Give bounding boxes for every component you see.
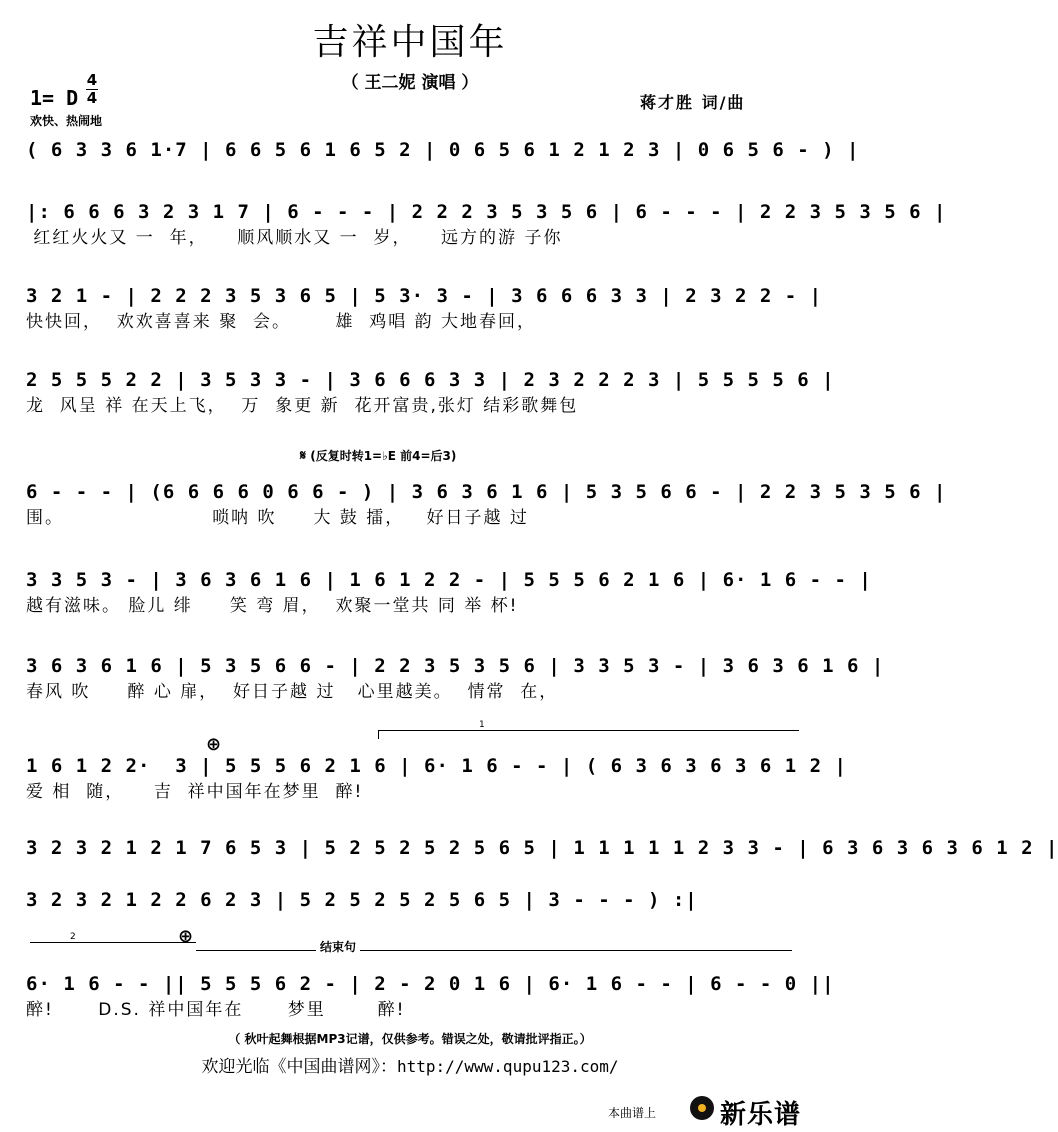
notation-line: 3 3 5 3 - | 3 6 3 6 1 6 | 1 6 1 2 2 - | 5 5 5 6 2 1 6 | 6· 1 6 - - | — [26, 569, 872, 591]
tempo-marking: 欢快、热闹地 — [30, 114, 103, 128]
site-url-link[interactable]: http://www.qupu123.com/ — [396, 1057, 619, 1076]
notation-line: 3 2 3 2 1 2 2 6 2 3 | 5 2 5 2 5 2 5 6 5 | 3 - - - ) :| — [26, 889, 698, 911]
notation-line: 6· 1 6 - - || 5 5 5 6 2 - | 2 - 2 0 1 6 | 6· 1 6 - - | 6 - - 0 || — [26, 973, 835, 995]
ending-bracket — [196, 950, 792, 951]
notation-line: 1 6 1 2 2· 3 | 5 5 5 6 2 1 6 | 6· 1 6 - - | ( 6 3 6 3 6 3 6 1 2 | — [26, 755, 847, 777]
segno-icon: 𝄋 — [300, 448, 307, 464]
meter-top: 4 — [86, 71, 98, 89]
notation-line: 3 6 3 6 1 6 | 5 3 5 6 6 - | 2 2 3 5 3 5 6 | 3 3 5 3 - | 3 6 3 6 1 6 | — [26, 655, 885, 677]
volta-1-label: 1 — [479, 720, 485, 730]
ending-label: 结束句 — [316, 938, 360, 955]
score-row-5 — [26, 478, 947, 530]
notation-line: 3 2 1 - | 2 2 2 3 5 3 6 5 | 5 3· 3 - | 3 6 6 6 3 3 | 2 3 2 2 - | — [26, 285, 823, 307]
coda-icon: ⊕ — [206, 734, 222, 755]
score-row-6 — [26, 566, 872, 618]
lyric-line: 围。 唢呐 吹 大 鼓 擂， 好日子越 过 — [26, 508, 529, 528]
coda-icon: ⊕ — [178, 926, 194, 947]
notation-line: |: 6 6 6 3 2 3 1 7 | 6 - - - | 2 2 2 3 5 3 5 6 | 6 - - - | 2 2 3 5 3 5 6 | — [26, 201, 947, 223]
lyric-line: 爱 相 随， 吉 祥中国年在梦里 醉! — [26, 782, 364, 802]
singer-credit: （ 王二妮 演唱 ） — [341, 73, 479, 93]
score-row-2 — [26, 198, 947, 250]
lyric-line: 越有滋味。 脸儿 绯 笑 弯 眉， 欢聚一堂共 同 举 杯! — [26, 596, 519, 616]
key-signature: 1= D — [30, 86, 79, 110]
welcome-line — [0, 1052, 820, 1077]
notation-line: 2 5 5 5 2 2 | 3 5 3 3 - | 3 6 6 6 3 3 | 2 3 2 2 2 3 | 5 5 5 5 6 | — [26, 369, 835, 391]
modulation-remark: (反复时转1=♭E 前4=后3) — [310, 449, 457, 463]
notation-line: 3 2 3 2 1 2 1 7 6 5 3 | 5 2 5 2 5 2 5 6 5 | 1 1 1 1 1 2 3 3 - | 6 3 6 3 6 3 6 1 2 | — [26, 837, 1058, 859]
time-signature — [86, 72, 98, 107]
lyric-line: 龙 风呈 祥 在天上飞， 万 象更 新 花开富贵,张灯 结彩歌舞包 — [26, 396, 579, 416]
lyric-line: 红红火火又 一 年， 顺风顺水又 一 岁， 远方的游 子你 — [26, 228, 563, 248]
meter-bottom: 4 — [86, 89, 98, 107]
brand-prefix: 本曲谱上 — [608, 1106, 657, 1120]
welcome-text: 欢迎光临《中国曲谱网》： — [201, 1057, 397, 1077]
score-row-1 — [26, 136, 860, 164]
volta-bracket-1 — [378, 720, 799, 739]
score-row-11 — [26, 970, 835, 1022]
score-row-3 — [26, 282, 823, 334]
composer-credit: 蒋才胜 词/曲 — [640, 93, 746, 112]
score-row-7 — [26, 652, 885, 704]
brand-name: 新乐谱 — [720, 1100, 802, 1130]
notation-line: ( 6 3 3 6 1·7 | 6 6 5 6 1 6 5 2 | 0 6 5 6 1 2 1 2 3 | 0 6 5 6 - ) | — [26, 139, 860, 161]
lyric-line: 快快回， 欢欢喜喜来 聚 会。 雄 鸡唱 韵 大地春回， — [26, 312, 537, 332]
lyric-line: 醉! D.S. 祥中国年在 梦里 醉! — [26, 1000, 406, 1020]
transcription-note: （ 秋叶起舞根据MP3记谱，仅供参考。错误之处，敬请批评指正。） — [228, 1032, 592, 1046]
volta-2-label: 2 — [70, 932, 76, 942]
score-title: 吉祥中国年 — [312, 22, 508, 63]
lyric-line: 春风 吹 醉 心 扉， 好日子越 过 心里越美。 情常 在， — [26, 682, 559, 702]
score-row-8 — [26, 752, 847, 804]
disc-logo-icon — [690, 1096, 714, 1120]
score-row-9 — [26, 834, 1058, 862]
repeat-remark — [300, 447, 456, 464]
score-row-10 — [26, 886, 798, 914]
score-row-4 — [26, 366, 835, 418]
volta-bracket-2 — [30, 932, 196, 951]
notation-line: 6 - - - | (6 6 6 6 0 6 6 - ) | 3 6 3 6 1 6 | 5 3 5 6 6 - | 2 2 3 5 3 5 6 | — [26, 481, 947, 503]
